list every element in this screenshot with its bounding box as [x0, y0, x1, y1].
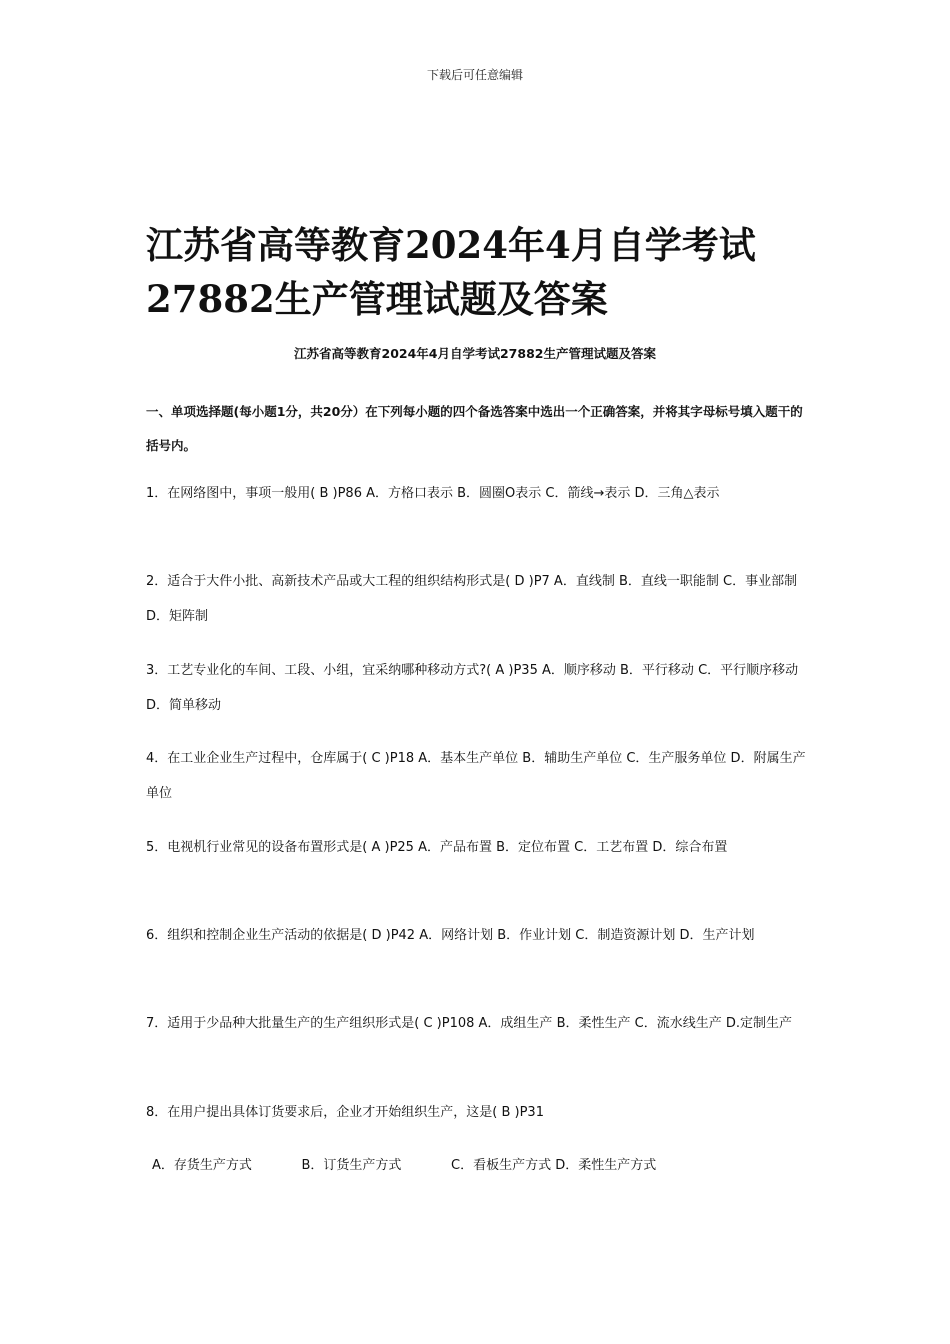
- question-8-options: A．存货生产方式 B．订货生产方式 C．看板生产方式 D．柔性生产方式: [152, 1158, 657, 1173]
- page-header: 下载后可任意编辑: [426, 68, 523, 82]
- question-7: 7．适用于少品种大批量生产的生产组织形式是( C )P108 A．成组生产 B．柔性生产 C．流水线生产 D.定制生产: [146, 1016, 792, 1031]
- document-title: 江苏省高等教育2024年4月自学考试27882生产管理试题及答案: [146, 223, 756, 321]
- question-8: 8．在用户提出具体订货要求后，企业才开始组织生产，这是( B )P31: [146, 1105, 544, 1120]
- question-2: 2．适合于大件小批、高新技术产品或大工程的组织结构形式是( D )P7 A．直线制 B．直线一职能制 C．事业部制 D．矩阵制: [146, 574, 798, 624]
- document-subtitle: 江苏省高等教育2024年4月自学考试27882生产管理试题及答案: [294, 346, 656, 361]
- question-6: 6．组织和控制企业生产活动的依据是( D )P42 A．网络计划 B．作业计划 C．制造资源计划 D．生产计划: [146, 928, 755, 943]
- question-1: 1．在网络图中，事项一般用( B )P86 A．方格口表示 B．圆圈O表示 C．箭线→表示 D．三角△表示: [146, 486, 720, 501]
- section-heading: 一、单项选择题(每小题1分，共20分）在下列每小题的四个备选答案中选出一个正确答案，并将其字母标号填入题干的括号内。: [146, 404, 803, 453]
- question-3: 3．工艺专业化的车间、工段、小组，宜采纳哪种移动方式?( A )P35 A．顺序移动 B．平行移动 C．平行顺序移动 D．简单移动: [146, 663, 799, 713]
- question-5: 5．电视机行业常见的设备布置形式是( A )P25 A．产品布置 B．定位布置 C．工艺布置 D．综合布置: [146, 840, 728, 855]
- question-4: 4．在工业企业生产过程中，仓库属于( C )P18 A．基本生产单位 B．辅助生产单位 C．生产服务单位 D．附属生产单位: [146, 751, 806, 801]
